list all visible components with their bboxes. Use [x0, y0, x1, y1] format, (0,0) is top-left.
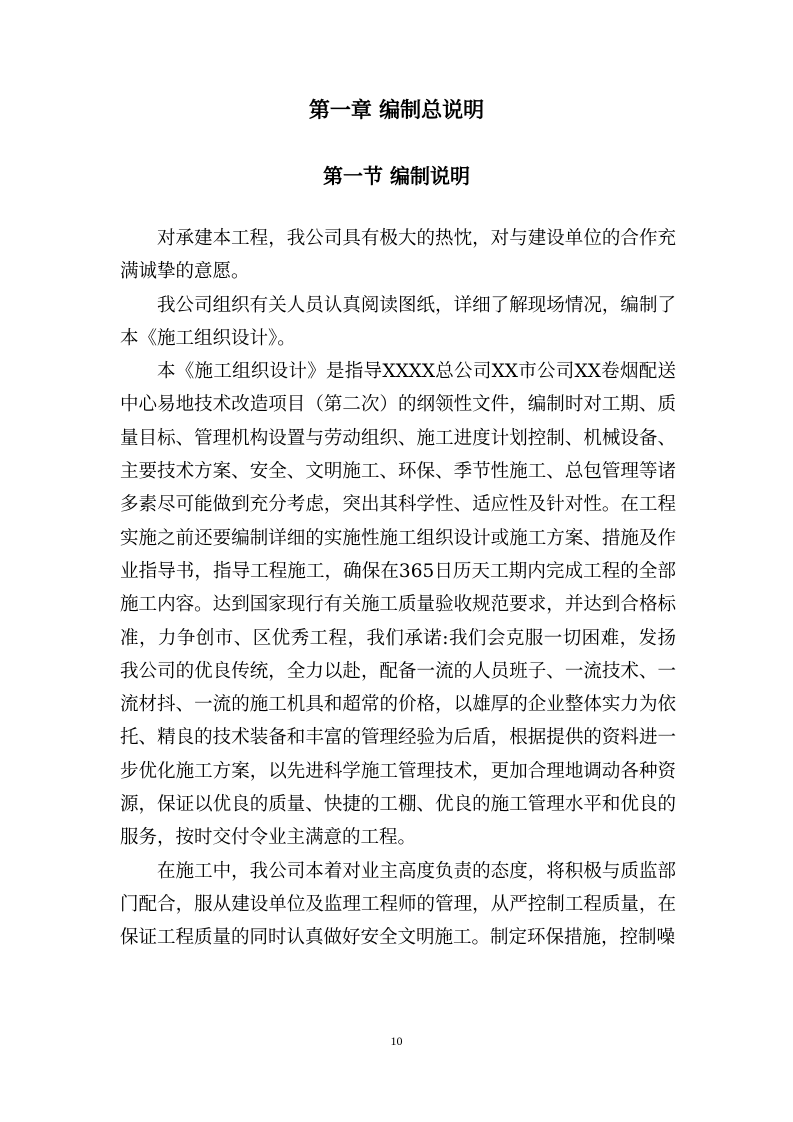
page-number: 10	[390, 1034, 403, 1048]
paragraph-3: 本《施工组织设计》是指导XXXX总公司XX市公司XX卷烟配送中心易地技术改造项目（第二次）的纲领性文件，编制时对工期、质量目标、管理机构设置与劳动组织、施工进度计划控制、机械设备、主要技术方案、安全、文明施工、环保、季节性施工、总包管理等诸多素尽可能做到充分考虑，突出其科学性、适应性及针对性。在工程实施之前还要编制详细的实施性施工组织设计或施工方案、措施及作业指导书，指导工程施工，确保在365日历天工期内完成工程的全部施工内容。达到国家现行有关施工质量验收规范要求，并达到合格标准，力争创市、区优秀工程，我们承诺:我们会克服一切困难，发扬我公司的优良传统，全力以赴，配备一流的人员班子、一流技术、一流材抖、一流的施工机具和超常的价格，以雄厚的企业整体实力为依托、精良的技术装备和丰富的管理经验为后盾，根据提供的资料进一步优化施工方案，以先进科学施工管理技术，更加合理地调动各种资源，保证以优良的质量、快捷的工棚、优良的施工管理水平和优良的服务，按时交付令业主满意的工程。	[120, 361, 676, 849]
paragraph-4: 在施工中，我公司本着对业主高度负责的态度，将积极与质监部门配合，服从建设单位及监理工程师的管理，从严控制工程质量，在保证工程质量的同时认真做好安全文明施工。制定环保措施，控制噪	[120, 860, 676, 949]
chapter-title: 第一章 编制总说明	[308, 97, 485, 122]
section-title: 第一节 编制说明	[323, 164, 470, 188]
paragraph-2: 我公司组织有关人员认真阅读图纸，详细了解现场情况，编制了本《施工组织设计》。	[120, 294, 676, 349]
paragraph-1: 对承建本工程，我公司具有极大的热忱，对与建设单位的合作充满诚挚的意愿。	[120, 228, 676, 283]
body-text	[120, 222, 676, 955]
